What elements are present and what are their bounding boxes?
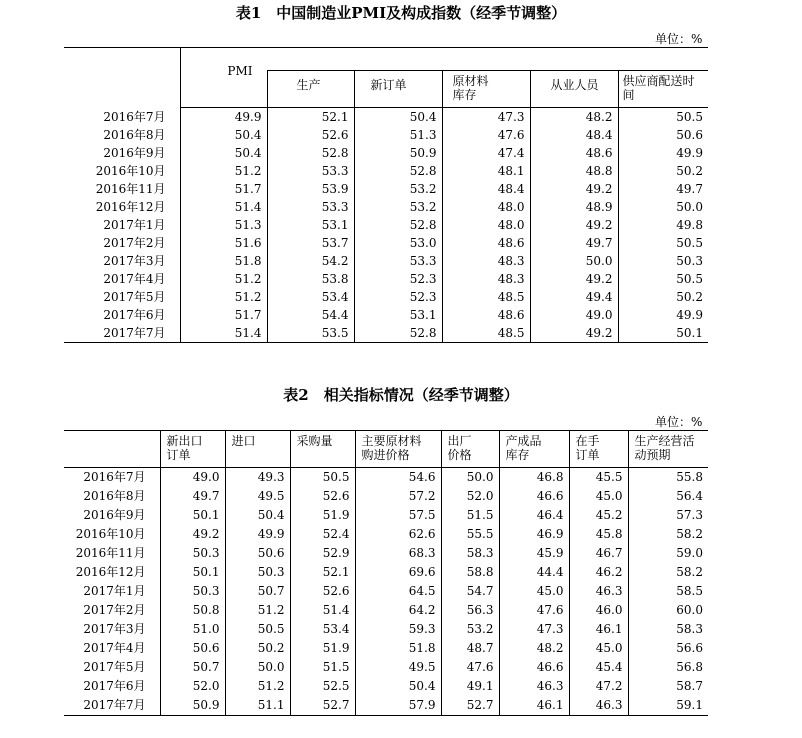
table2-cell: 52.9 — [290, 544, 355, 563]
row-label: 2016年11月 — [95, 182, 166, 196]
table2-cell: 57.5 — [355, 506, 441, 525]
table1-cell: 50.0 — [618, 198, 708, 216]
table1-cell: 53.1 — [267, 216, 354, 234]
table1-cell: 53.5 — [267, 324, 354, 343]
table2-header: 出厂 价格 — [441, 431, 499, 468]
row-label: 2017年2月 — [83, 603, 146, 617]
table2-cell: 46.6 — [499, 658, 569, 677]
table2-cell: 51.2 — [225, 677, 290, 696]
table1-row — [64, 108, 708, 127]
table1-cell: 51.8 — [180, 252, 267, 270]
table1-cell: 53.3 — [267, 198, 354, 216]
table1-cell: 54.4 — [267, 306, 354, 324]
table2-cell: 50.7 — [160, 658, 225, 677]
table2-cell: 51.9 — [290, 506, 355, 525]
table2-row — [64, 620, 708, 639]
table1-cell: 51.2 — [180, 162, 267, 180]
table1-cell: 53.4 — [267, 288, 354, 306]
table2-cell: 62.6 — [355, 525, 441, 544]
table2-cell: 46.9 — [499, 525, 569, 544]
table1-header-supplier-delivery: 供应商配送时 间 — [618, 71, 708, 108]
table2-cell: 50.0 — [225, 658, 290, 677]
table1-header-spacer — [267, 48, 708, 71]
table2-cell: 54.6 — [355, 468, 441, 488]
table2-row — [64, 525, 708, 544]
table1-header-pmi: PMI — [180, 48, 267, 108]
table1-header-production: 生产 — [267, 71, 354, 108]
table1-row — [64, 180, 708, 198]
table1-cell: 48.3 — [442, 252, 530, 270]
table2-cell: 52.4 — [290, 525, 355, 544]
table1-cell: 51.6 — [180, 234, 267, 252]
table2-cell: 58.7 — [628, 677, 708, 696]
table2-cell: 58.8 — [441, 563, 499, 582]
table2-cell: 56.3 — [441, 601, 499, 620]
row-label: 2017年7月 — [103, 326, 166, 340]
table1-cell: 49.4 — [530, 288, 618, 306]
table1-cell: 48.6 — [442, 306, 530, 324]
row-label: 2017年4月 — [103, 272, 166, 286]
table1-row — [64, 288, 708, 306]
table1-unit: 单位：% — [655, 32, 703, 46]
table2-cell: 50.1 — [160, 563, 225, 582]
table2-cell: 50.8 — [160, 601, 225, 620]
table2-cell: 59.0 — [628, 544, 708, 563]
table1-cell: 48.2 — [530, 108, 618, 127]
table2-cell: 50.9 — [160, 696, 225, 716]
table1-cell: 48.0 — [442, 198, 530, 216]
table2-cell: 55.8 — [628, 468, 708, 488]
table2-cell: 50.7 — [225, 582, 290, 601]
table2-cell: 49.1 — [441, 677, 499, 696]
table1 — [64, 47, 708, 343]
table2-cell: 52.7 — [441, 696, 499, 716]
table2-cell: 50.3 — [225, 563, 290, 582]
table2-row — [64, 582, 708, 601]
table1-cell: 47.3 — [442, 108, 530, 127]
table2-cell: 45.4 — [569, 658, 628, 677]
table2-cell: 54.7 — [441, 582, 499, 601]
table2-row — [64, 677, 708, 696]
table2-cell: 56.8 — [628, 658, 708, 677]
table2-cell: 45.8 — [569, 525, 628, 544]
table2-cell: 50.3 — [160, 582, 225, 601]
table2-cell: 50.3 — [160, 544, 225, 563]
table2-cell: 58.2 — [628, 525, 708, 544]
table2 — [64, 430, 708, 716]
table1-cell: 49.8 — [618, 216, 708, 234]
table1-cell: 50.6 — [618, 126, 708, 144]
row-label: 2016年12月 — [95, 200, 166, 214]
table1-cell: 47.6 — [442, 126, 530, 144]
table2-cell: 46.6 — [499, 487, 569, 506]
table2-cell: 60.0 — [628, 601, 708, 620]
table2-cell: 53.4 — [290, 620, 355, 639]
table2-row — [64, 506, 708, 525]
table2-cell: 50.4 — [355, 677, 441, 696]
table1-cell: 50.5 — [618, 234, 708, 252]
table1-cell: 53.1 — [354, 306, 442, 324]
table2-cell: 51.8 — [355, 639, 441, 658]
table2-cell: 59.1 — [628, 696, 708, 716]
table1-cell: 51.2 — [180, 270, 267, 288]
table2-row — [64, 658, 708, 677]
table1-cell: 48.3 — [442, 270, 530, 288]
table2-corner — [64, 431, 160, 468]
table2-cell: 56.6 — [628, 639, 708, 658]
table2-cell: 55.5 — [441, 525, 499, 544]
table1-cell: 51.2 — [180, 288, 267, 306]
table1-cell: 52.8 — [354, 162, 442, 180]
table2-row — [64, 601, 708, 620]
table2-header: 采购量 — [290, 431, 355, 468]
table1-row — [64, 162, 708, 180]
table1-header-employment: 从业人员 — [530, 71, 618, 108]
table1-cell: 50.2 — [618, 288, 708, 306]
table1-cell: 53.3 — [267, 162, 354, 180]
table2-cell: 49.5 — [355, 658, 441, 677]
table2-cell: 46.2 — [569, 563, 628, 582]
table2-unit: 单位：% — [655, 415, 703, 429]
table2-row — [64, 696, 708, 716]
table2-cell: 50.2 — [225, 639, 290, 658]
table1-cell: 50.3 — [618, 252, 708, 270]
table1-cell: 50.4 — [180, 126, 267, 144]
table2-cell: 50.4 — [225, 506, 290, 525]
table2-row — [64, 544, 708, 563]
table2-cell: 50.5 — [225, 620, 290, 639]
table1-row — [64, 126, 708, 144]
row-label: 2017年4月 — [83, 641, 146, 655]
table1-cell: 53.2 — [354, 180, 442, 198]
table2-cell: 46.7 — [569, 544, 628, 563]
table2-cell: 45.0 — [569, 639, 628, 658]
table2-cell: 47.3 — [499, 620, 569, 639]
row-label: 2016年11月 — [75, 546, 146, 560]
table2-row — [64, 563, 708, 582]
table2-cell: 50.0 — [441, 468, 499, 488]
table2-cell: 52.6 — [290, 582, 355, 601]
table1-cell: 53.3 — [354, 252, 442, 270]
table2-header: 主要原材料 购进价格 — [355, 431, 441, 468]
row-label: 2016年7月 — [83, 470, 146, 484]
table2-title: 表2 相关指标情况（经季节调整） — [283, 386, 519, 404]
table2-cell: 49.2 — [160, 525, 225, 544]
table2-cell: 50.5 — [290, 468, 355, 488]
table1-cell: 52.8 — [267, 144, 354, 162]
table1-cell: 48.0 — [442, 216, 530, 234]
table1-cell: 52.3 — [354, 288, 442, 306]
table2-cell: 51.9 — [290, 639, 355, 658]
table1-header-raw-material-inventory: 原材料 库存 — [442, 71, 530, 108]
table2-cell: 46.3 — [499, 677, 569, 696]
table2-header: 新出口 订单 — [160, 431, 225, 468]
table1-row — [64, 234, 708, 252]
table2-cell: 59.3 — [355, 620, 441, 639]
table2-cell: 58.3 — [628, 620, 708, 639]
table1-cell: 52.1 — [267, 108, 354, 127]
table1-cell: 52.3 — [354, 270, 442, 288]
table1-cell: 49.7 — [530, 234, 618, 252]
table1-cell: 48.8 — [530, 162, 618, 180]
table2-cell: 69.6 — [355, 563, 441, 582]
row-label: 2017年5月 — [83, 660, 146, 674]
table1-cell: 50.2 — [618, 162, 708, 180]
row-label: 2017年1月 — [83, 584, 146, 598]
table2-cell: 46.3 — [569, 582, 628, 601]
table1-corner — [64, 48, 180, 108]
table2-cell: 46.0 — [569, 601, 628, 620]
table1-cell: 52.8 — [354, 216, 442, 234]
table2-cell: 57.2 — [355, 487, 441, 506]
table2-header: 产成品 库存 — [499, 431, 569, 468]
table1-cell: 51.7 — [180, 306, 267, 324]
table1-cell: 49.2 — [530, 270, 618, 288]
table2-cell: 45.5 — [569, 468, 628, 488]
table2-cell: 47.6 — [499, 601, 569, 620]
table2-cell: 52.5 — [290, 677, 355, 696]
table1-cell: 53.7 — [267, 234, 354, 252]
table1-row — [64, 324, 708, 343]
table2-row — [64, 639, 708, 658]
table1-cell: 49.0 — [530, 306, 618, 324]
table1-cell: 53.0 — [354, 234, 442, 252]
table2-row — [64, 468, 708, 488]
table2-cell: 51.0 — [160, 620, 225, 639]
table1-cell: 50.1 — [618, 324, 708, 343]
table2-cell: 48.7 — [441, 639, 499, 658]
table2-cell: 64.5 — [355, 582, 441, 601]
table1-cell: 50.0 — [530, 252, 618, 270]
table1-cell: 50.5 — [618, 270, 708, 288]
table2-cell: 68.3 — [355, 544, 441, 563]
row-label: 2017年5月 — [103, 290, 166, 304]
table1-cell: 48.5 — [442, 324, 530, 343]
row-label: 2017年2月 — [103, 236, 166, 250]
table2-cell: 45.0 — [499, 582, 569, 601]
table1-cell: 53.8 — [267, 270, 354, 288]
table2-cell: 49.5 — [225, 487, 290, 506]
table2-cell: 50.6 — [160, 639, 225, 658]
table2-cell: 49.3 — [225, 468, 290, 488]
table1-title: 表1 中国制造业PMI及构成指数（经季节调整） — [235, 4, 567, 22]
table2-cell: 51.4 — [290, 601, 355, 620]
table2-row — [64, 487, 708, 506]
row-label: 2017年7月 — [83, 698, 146, 712]
table2-cell: 49.7 — [160, 487, 225, 506]
table2-cell: 51.1 — [225, 696, 290, 716]
table1-cell: 50.9 — [354, 144, 442, 162]
row-label: 2016年7月 — [103, 109, 166, 124]
table1-cell: 49.2 — [530, 324, 618, 343]
table2-cell: 44.4 — [499, 563, 569, 582]
table2-cell: 58.5 — [628, 582, 708, 601]
table1-cell: 53.2 — [354, 198, 442, 216]
table1-cell: 48.5 — [442, 288, 530, 306]
table1-row — [64, 216, 708, 234]
table1-cell: 54.2 — [267, 252, 354, 270]
table1-cell: 52.8 — [354, 324, 442, 343]
row-label: 2016年10月 — [75, 527, 146, 541]
table1-cell: 49.2 — [530, 216, 618, 234]
table1-cell: 53.9 — [267, 180, 354, 198]
table2-cell: 52.1 — [290, 563, 355, 582]
table2-cell: 51.2 — [225, 601, 290, 620]
table1-cell: 52.6 — [267, 126, 354, 144]
table1-cell: 48.1 — [442, 162, 530, 180]
table2-cell: 57.9 — [355, 696, 441, 716]
table2-cell: 52.0 — [441, 487, 499, 506]
table1-cell: 48.6 — [530, 144, 618, 162]
table2-cell: 58.2 — [628, 563, 708, 582]
table2-cell: 52.7 — [290, 696, 355, 716]
row-label: 2016年9月 — [83, 508, 146, 522]
table2-cell: 45.9 — [499, 544, 569, 563]
table1-row — [64, 306, 708, 324]
table1-cell: 49.9 — [618, 144, 708, 162]
table2-cell: 47.6 — [441, 658, 499, 677]
table1-cell: 51.4 — [180, 324, 267, 343]
table2-cell: 50.6 — [225, 544, 290, 563]
table2-cell: 45.2 — [569, 506, 628, 525]
table2-header: 在手 订单 — [569, 431, 628, 468]
table1-cell: 49.2 — [530, 180, 618, 198]
table2-cell: 50.1 — [160, 506, 225, 525]
table1-header-new-orders: 新订单 — [354, 71, 442, 108]
row-label: 2017年3月 — [83, 622, 146, 636]
row-label: 2017年3月 — [103, 254, 166, 268]
table2-cell: 49.9 — [225, 525, 290, 544]
table2-header: 进口 — [225, 431, 290, 468]
table1-cell: 48.9 — [530, 198, 618, 216]
table1-row — [64, 270, 708, 288]
table2-cell: 53.2 — [441, 620, 499, 639]
table1-cell: 50.4 — [180, 144, 267, 162]
table2-cell: 49.0 — [160, 468, 225, 488]
row-label: 2016年12月 — [75, 565, 146, 579]
table2-cell: 46.3 — [569, 696, 628, 716]
row-label: 2016年8月 — [83, 489, 146, 503]
table1-cell: 50.5 — [618, 108, 708, 127]
table1-cell: 48.4 — [442, 180, 530, 198]
table1-cell: 49.9 — [180, 108, 267, 127]
table1-cell: 48.6 — [442, 234, 530, 252]
table1-cell: 51.4 — [180, 198, 267, 216]
table2-cell: 56.4 — [628, 487, 708, 506]
table1-cell: 51.7 — [180, 180, 267, 198]
table1-cell: 49.9 — [618, 306, 708, 324]
table1-row — [64, 198, 708, 216]
table2-cell: 46.8 — [499, 468, 569, 488]
table2-cell: 58.3 — [441, 544, 499, 563]
table2-cell: 51.5 — [290, 658, 355, 677]
table1-cell: 51.3 — [354, 126, 442, 144]
table2-cell: 64.2 — [355, 601, 441, 620]
table2-cell: 48.2 — [499, 639, 569, 658]
table2-cell: 52.0 — [160, 677, 225, 696]
row-label: 2017年1月 — [103, 218, 166, 232]
row-label: 2016年8月 — [103, 128, 166, 142]
table2-cell: 46.1 — [499, 696, 569, 716]
table2-cell: 57.3 — [628, 506, 708, 525]
row-label: 2017年6月 — [103, 308, 166, 322]
table1-cell: 47.4 — [442, 144, 530, 162]
row-label: 2016年10月 — [95, 164, 166, 178]
table1-cell: 50.4 — [354, 108, 442, 127]
table2-header: 生产经营活 动预期 — [628, 431, 708, 468]
table2-cell: 51.5 — [441, 506, 499, 525]
table2-cell: 46.1 — [569, 620, 628, 639]
table2-cell: 52.6 — [290, 487, 355, 506]
row-label: 2017年6月 — [83, 679, 146, 693]
table1-cell: 48.4 — [530, 126, 618, 144]
table1-cell: 49.7 — [618, 180, 708, 198]
table2-cell: 45.0 — [569, 487, 628, 506]
table1-cell: 51.3 — [180, 216, 267, 234]
table2-cell: 46.4 — [499, 506, 569, 525]
table1-row — [64, 252, 708, 270]
table1-row — [64, 144, 708, 162]
table2-cell: 47.2 — [569, 677, 628, 696]
row-label: 2016年9月 — [103, 146, 166, 160]
